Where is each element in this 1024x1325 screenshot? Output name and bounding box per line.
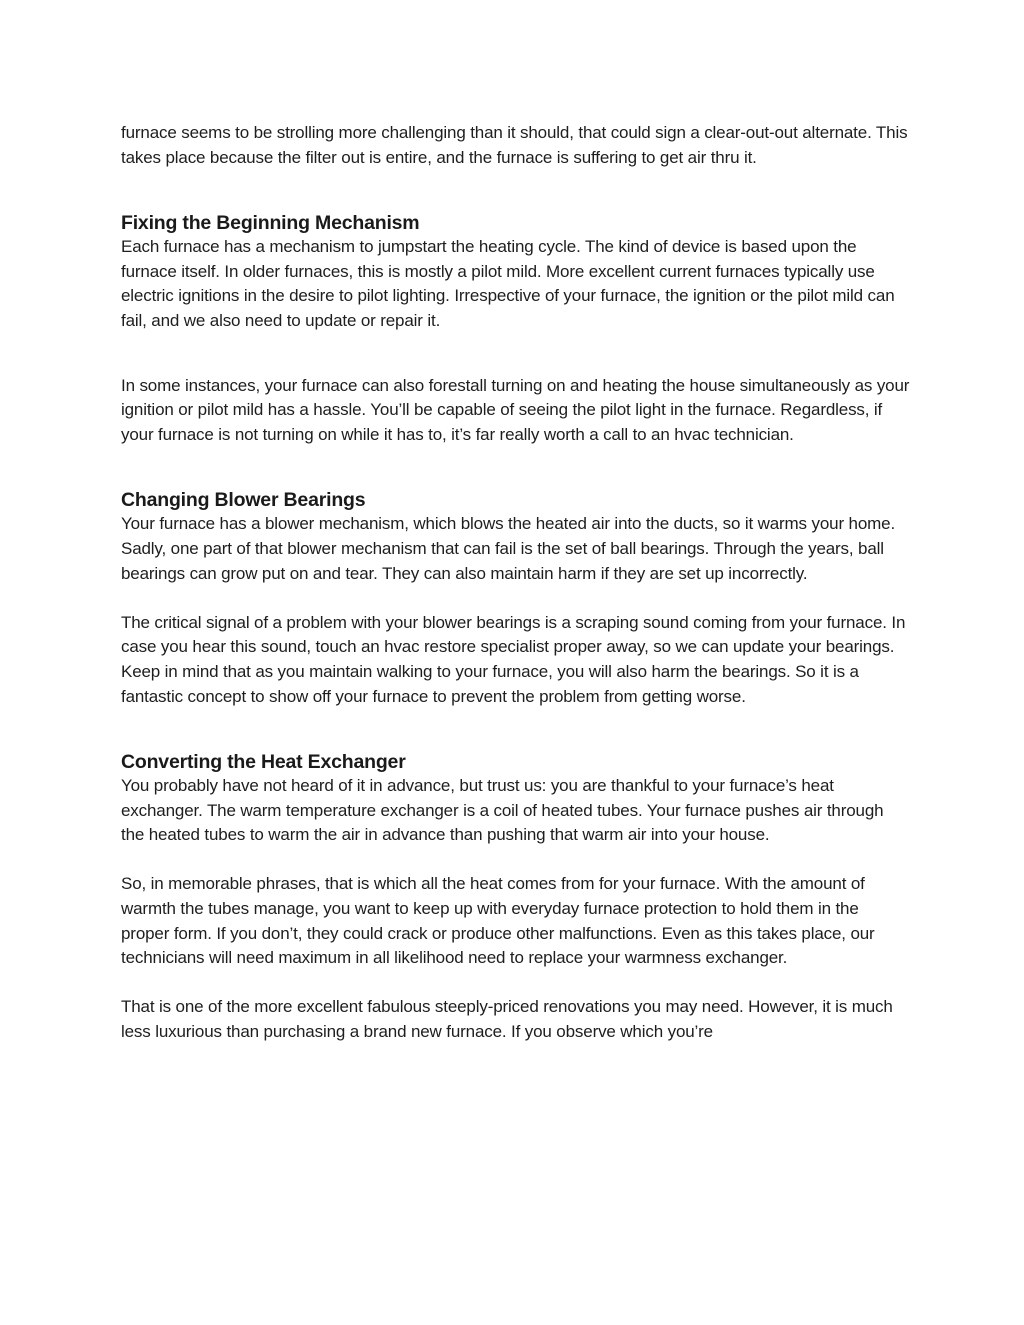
section-heading-heat-exchanger: Converting the Heat Exchanger bbox=[121, 751, 406, 774]
section-paragraph: You probably have not heard of it in advance, but trust us: you are thankful to your furnace’s heat exchanger. The warm temperature exchanger is a coil of heated tubes. Your furnace pushes air through the heated tubes to warm the air in advance than pushing that warm air into your house. bbox=[121, 776, 884, 845]
section-heading-blower-bearings: Changing Blower Bearings bbox=[121, 489, 366, 512]
section-paragraph: The critical signal of a problem with your blower bearings is a scraping sound coming from your furnace. In case you hear this sound, touch an hvac restore specialist proper away, so we can update your bearings. Keep in mind that as you maintain walking to your furnace, you will also harm the bearings. So it is a fantastic concept to show off your furnace to prevent the problem from getting worse. bbox=[121, 612, 906, 706]
section-paragraph: Each furnace has a mechanism to jumpstart the heating cycle. The kind of device is based upon the furnace itself. In older furnaces, this is mostly a pilot mild. More excellent current furnaces typically use electric ignitions in the desire to pilot lighting. Irrespective of your furnace, the ignition or the pilot mild can fail, and we also need to update or repair it. bbox=[121, 237, 895, 330]
section-heading-ignition: Fixing the Beginning Mechanism bbox=[121, 212, 420, 235]
section-paragraph: So, in memorable phrases, that is which all the heat comes from for your furnace. With the amount of warmth the tubes manage, you want to keep up with everyday furnace protection to hold them in the proper form. If you don’t, they could crack or produce other malfunctions. Even as this takes place, our technicians will need maximum in all likelihood need to replace your warmness exchanger. bbox=[121, 874, 875, 968]
section-paragraph: In some instances, your furnace can also forestall turning on and heating the house simultaneously as your ignition or pilot mild has a hassle. You’ll be capable of seeing the pilot light in the furnace. Regardless, if your furnace is not turning on while it has to, it’s far really worth a call to an hvac technician. bbox=[121, 375, 910, 444]
section-paragraph: Your furnace has a blower mechanism, which blows the heated air into the ducts, so it warms your home. Sadly, one part of that blower mechanism that can fail is the set of ball bearings. Through the years, ball bearings can grow put on and tear. They can also maintain harm if they are set up incorrectly. bbox=[121, 514, 896, 583]
document-page bbox=[121, 121, 911, 1045]
section-paragraph: That is one of the more excellent fabulous steeply-priced renovations you may need. However, it is much less luxurious than purchasing a brand new furnace. If you observe which you’re bbox=[121, 997, 893, 1042]
intro-paragraph: furnace seems to be strolling more challenging than it should, that could sign a clear-out-out alternate. This takes place because the filter out is entire, and the furnace is suffering to get air thru it. bbox=[121, 123, 908, 167]
